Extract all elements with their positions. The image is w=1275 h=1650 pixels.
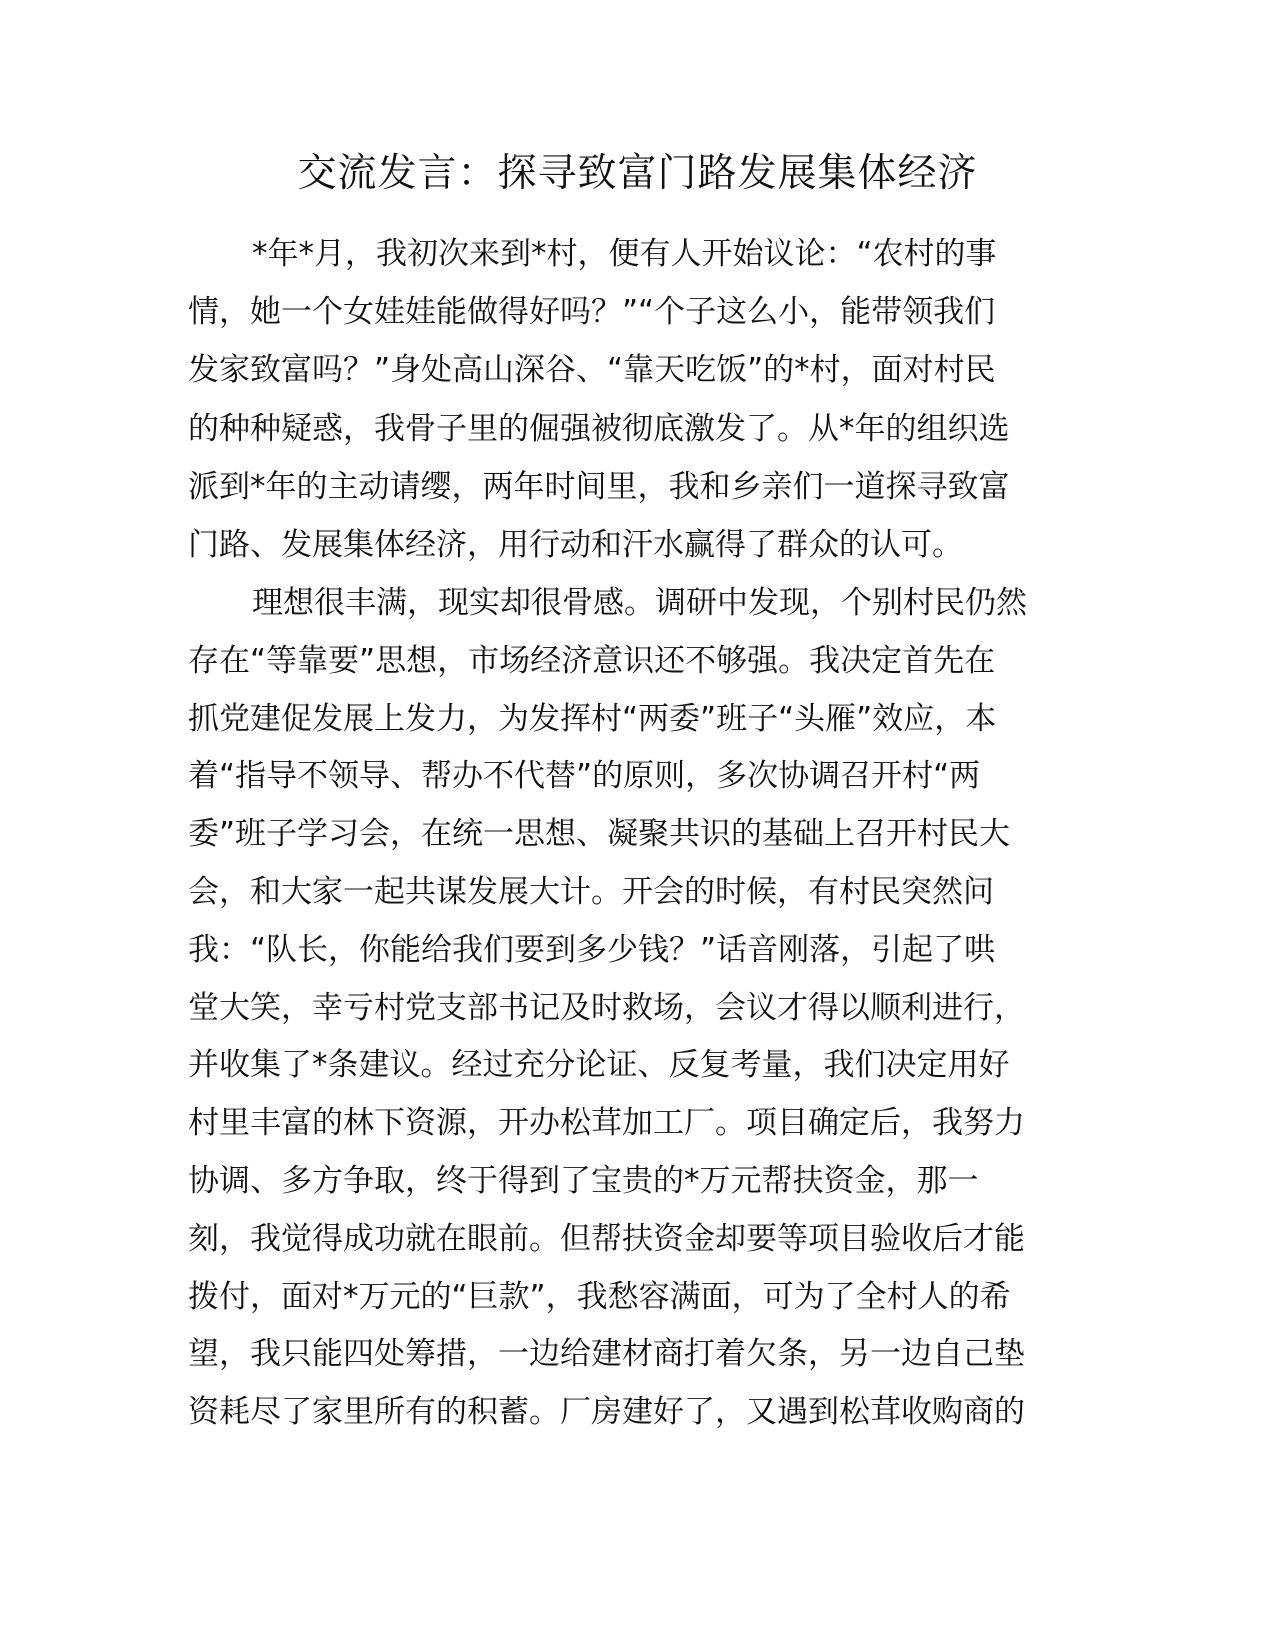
text-line: 堂大笑，幸亏村党支部书记及时救场，会议才得以顺利进行，	[188, 989, 1025, 1026]
page-title: 交流发言：探寻致富门路发展集体经济	[297, 151, 978, 196]
text-line: *年*月，我初次来到*村，便有人开始议论：“农村的事	[252, 236, 997, 272]
text-line: 拨付，面对*万元的“巨款”，我愁容满面，可为了全村人的希	[188, 1278, 1011, 1315]
text-line: 理想很丰满，现实却很骨感。调研中发现，个别村民仍然	[252, 585, 1027, 621]
text-line: 我：“队长，你能给我们要到多少钱？”话音刚落，引起了哄	[188, 931, 996, 968]
text-line: 协调、多方争取，终于得到了宝贵的*万元帮扶资金，那一	[188, 1162, 979, 1199]
text-line: 发家致富吗？”身处高山深谷、“靠天吃饭”的*村，面对村民	[188, 352, 996, 389]
text-line: 望，我只能四处筹措，一边给建材商打着欠条，另一边自己垫	[188, 1336, 1025, 1373]
text-line: 着“指导不领导、帮办不代替”的原则，多次协调召开村“两	[188, 758, 981, 795]
text-line: 村里丰富的林下资源，开办松茸加工厂。项目确定后，我努力	[188, 1105, 1025, 1142]
text-line: 会，和大家一起共谋发展大计。开会的时候，有村民突然问	[188, 873, 994, 910]
text-line: 委”班子学习会，在统一思想、凝聚共识的基础上召开村民大	[188, 816, 1011, 853]
paragraph-1	[188, 225, 1088, 574]
text-line: 门路、发展集体经济，用行动和汗水赢得了群众的认可。	[188, 526, 963, 563]
text-line: 的种种疑惑，我骨子里的倔强被彻底激发了。从*年的组织选	[188, 410, 1010, 447]
text-line: 刻，我觉得成功就在眼前。但帮扶资金却要等项目验收后才能	[188, 1220, 1025, 1257]
text-line: 抓党建促发展上发力，为发挥村“两委”班子“头雁”效应，本	[188, 700, 997, 737]
paragraph-2	[188, 575, 1088, 1442]
text-line: 资耗尽了家里所有的积蓄。厂房建好了，又遇到松茸收购商的	[188, 1394, 1025, 1431]
text-line: 存在“等靠要”思想，市场经济意识还不够强。我决定首先在	[188, 642, 996, 679]
text-line: 情，她一个女娃娃能做得好吗？”“个子这么小，能带领我们	[188, 294, 996, 331]
text-line: 派到*年的主动请缨，两年时间里，我和乡亲们一道探寻致富	[188, 468, 1010, 505]
text-line: 并收集了*条建议。经过充分论证、反复考量，我们决定用好	[188, 1047, 1010, 1084]
